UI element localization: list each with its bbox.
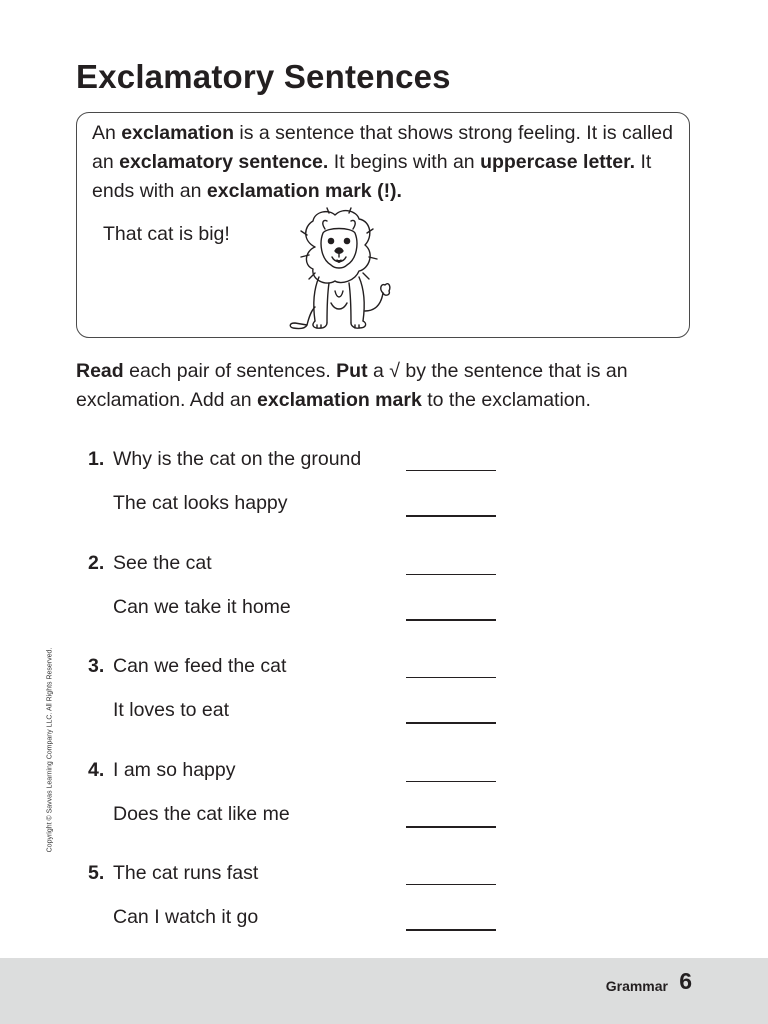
sentence-row [88, 655, 508, 699]
sentence-row [88, 492, 508, 536]
exercise-item [88, 759, 508, 863]
exercise-item [88, 552, 508, 656]
sentence-row [88, 699, 508, 743]
bold-term: Read [76, 360, 124, 382]
sentence-row [88, 759, 508, 803]
example-sentence: That cat is big! [103, 223, 230, 245]
text-segment: An [92, 122, 122, 144]
answer-blank[interactable] [406, 677, 496, 678]
item-number: 3. [88, 655, 105, 677]
answer-blank[interactable] [406, 619, 496, 621]
rule-text [92, 119, 682, 206]
bold-term: Put [336, 360, 368, 382]
page-number: 6 [679, 968, 692, 994]
sentence-row [88, 596, 508, 640]
text-segment: It begins with an [328, 151, 481, 173]
rule-box [76, 112, 690, 338]
sentence-text: It loves to eat [113, 699, 229, 721]
sentence-row [88, 552, 508, 596]
answer-blank[interactable] [406, 722, 496, 724]
exercise-item [88, 862, 508, 966]
item-number: 5. [88, 862, 105, 884]
sentence-text: Can we feed the cat [113, 655, 287, 677]
text-segment: is a sentence that shows strong feeling. It is called an [92, 122, 673, 173]
bold-term: exclamation mark (!). [206, 180, 402, 202]
sentence-text: The cat runs fast [113, 862, 259, 884]
exercise-item [88, 448, 508, 552]
bold-term: exclamation mark [257, 389, 422, 411]
answer-blank[interactable] [406, 574, 496, 575]
footer-section-label: Grammar [605, 978, 668, 994]
sentence-text: See the cat [113, 551, 212, 574]
answer-blank[interactable] [406, 884, 496, 885]
sentence-row [88, 906, 508, 950]
exercise-list [88, 448, 508, 966]
answer-blank[interactable] [406, 929, 496, 931]
sentence-text: Why is the cat on the ground [113, 448, 362, 470]
page-footer [0, 958, 768, 1024]
exercise-item [88, 655, 508, 759]
bold-term: exclamatory sentence. [119, 151, 329, 173]
item-number: 1. [88, 448, 105, 470]
sentence-text: I am so happy [113, 758, 236, 781]
item-number: 4. [88, 758, 105, 781]
answer-blank[interactable] [406, 515, 496, 517]
sentence-row [88, 862, 508, 906]
sentence-text: Does the cat like me [113, 802, 290, 825]
sentence-row [88, 803, 508, 847]
copyright-notice: Copyright © Savvas Learning Company LLC. All Rights Reserved. [46, 647, 54, 853]
text-segment: to the exclamation. [421, 389, 591, 411]
bold-term: uppercase letter. [480, 151, 636, 173]
answer-blank[interactable] [406, 470, 496, 471]
answer-blank[interactable] [406, 826, 496, 828]
directions-text [76, 357, 686, 415]
text-segment: each pair of sentences. [123, 360, 337, 382]
page-title: Exclamatory Sentences [76, 58, 451, 95]
sentence-row [88, 448, 508, 492]
item-number: 2. [88, 551, 105, 574]
sentence-text: The cat looks happy [113, 492, 288, 514]
text-segment: It ends with an [92, 151, 652, 202]
answer-blank[interactable] [406, 781, 496, 782]
sentence-text: Can I watch it go [113, 906, 259, 928]
sentence-text: Can we take it home [113, 595, 291, 618]
bold-term: exclamation [121, 122, 234, 144]
lion-illustration [285, 207, 393, 331]
text-segment: a √ by the sentence that is an exclamation. Add an [76, 360, 628, 411]
